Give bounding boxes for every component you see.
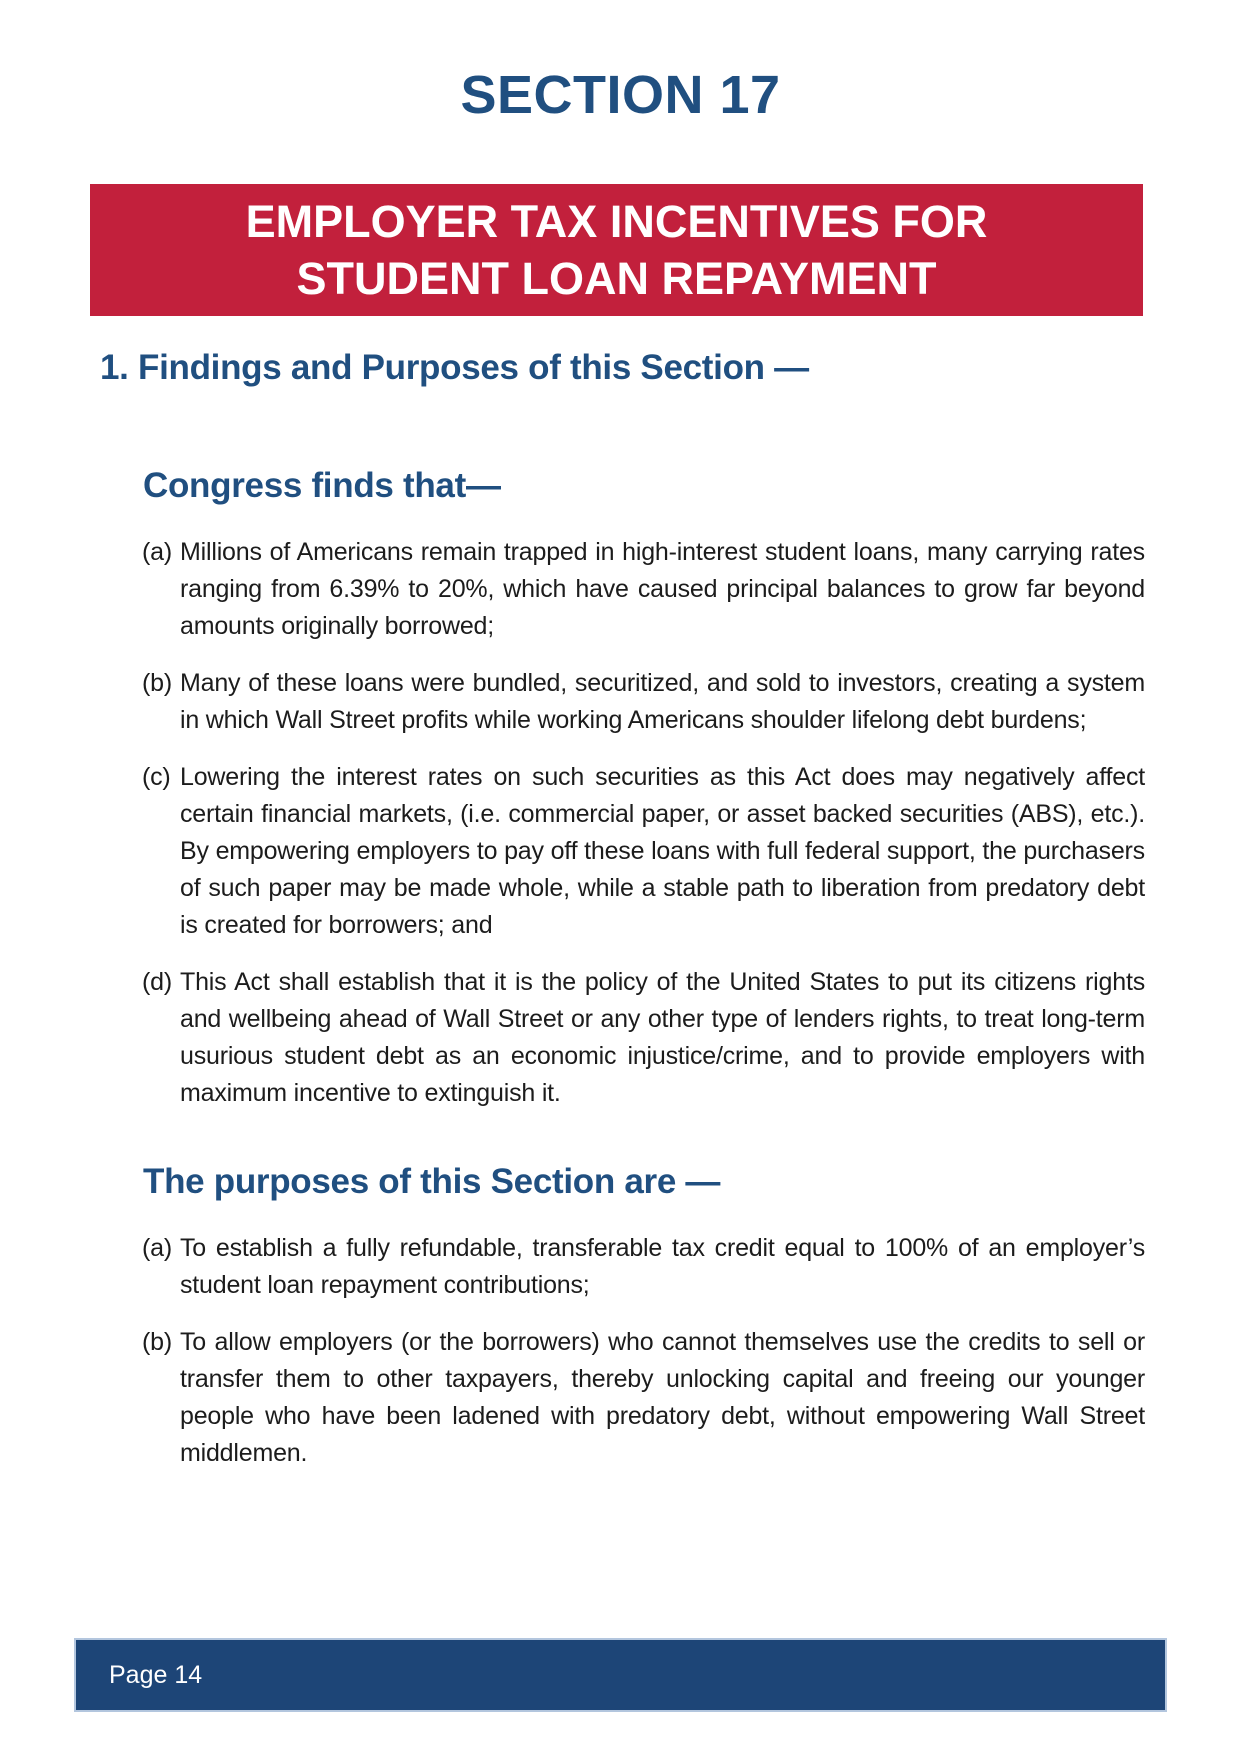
finding-label-a: (a) (142, 538, 172, 566)
purpose-label-a: (a) (142, 1234, 172, 1262)
finding-item-d (142, 964, 1145, 1112)
finding-text-d: This Act shall establish that it is the policy of the United States to put its citizens rights and wellbeing ahead of Wall Street or any other type of lenders rights, to treat long-term usurious student debt as an economic injustice/crime, and to provide employers with maximum incentive to extinguish it. (180, 968, 1145, 1107)
purpose-text-a: To establish a fully refundable, transferable tax credit equal to 100% of an employer’s student loan repayment contributions; (180, 1234, 1145, 1299)
purposes-subheading: The purposes of this Section are — (143, 1162, 721, 1201)
purpose-label-b: (b) (142, 1328, 172, 1356)
finding-text-c: Lowering the interest rates on such securities as this Act does may negatively affect certain financial markets, (i.e. commercial paper, or asset backed securities (ABS), etc.). By empowering employers to pay off these loans with full federal support, the purchasers of such paper may be made whole, while a stable path to liberation from predatory debt is created for borrowers; and (180, 763, 1145, 939)
banner-line-1: EMPLOYER TAX INCENTIVES FOR (245, 196, 988, 247)
finding-item-b (142, 665, 1145, 739)
congress-finds-subheading: Congress finds that— (143, 466, 501, 505)
finding-text-a: Millions of Americans remain trapped in high-interest student loans, many carrying rates ranging from 6.39% to 20%, which have caused principal balances to grow far beyond amounts originally borrowed; (180, 538, 1145, 640)
finding-item-c (142, 759, 1145, 944)
finding-label-b: (b) (142, 669, 172, 697)
finding-label-c: (c) (142, 763, 171, 791)
purposes-list (142, 1230, 1145, 1472)
page-number-label: Page 14 (109, 1660, 203, 1689)
page-footer (74, 1638, 1167, 1712)
banner-line-2: STUDENT LOAN REPAYMENT (296, 253, 937, 304)
purpose-item-b (142, 1324, 1145, 1472)
finding-item-a (142, 534, 1145, 645)
purpose-item-a (142, 1230, 1145, 1304)
finding-label-d: (d) (142, 968, 172, 996)
purpose-text-b: To allow employers (or the borrowers) who cannot themselves use the credits to sell or transfer them to other taxpayers, thereby unlocking capital and freeing our younger people who have been ladened with predatory debt, without empowering Wall Street middlemen. (180, 1328, 1145, 1467)
section-number-title: SECTION 17 (460, 65, 781, 125)
findings-purposes-heading: 1. Findings and Purposes of this Section — (100, 348, 809, 387)
finding-text-b: Many of these loans were bundled, securitized, and sold to investors, creating a system in which Wall Street profits while working Americans shoulder lifelong debt burdens; (180, 669, 1145, 734)
section-title-banner (90, 184, 1143, 316)
findings-list (142, 534, 1145, 1112)
